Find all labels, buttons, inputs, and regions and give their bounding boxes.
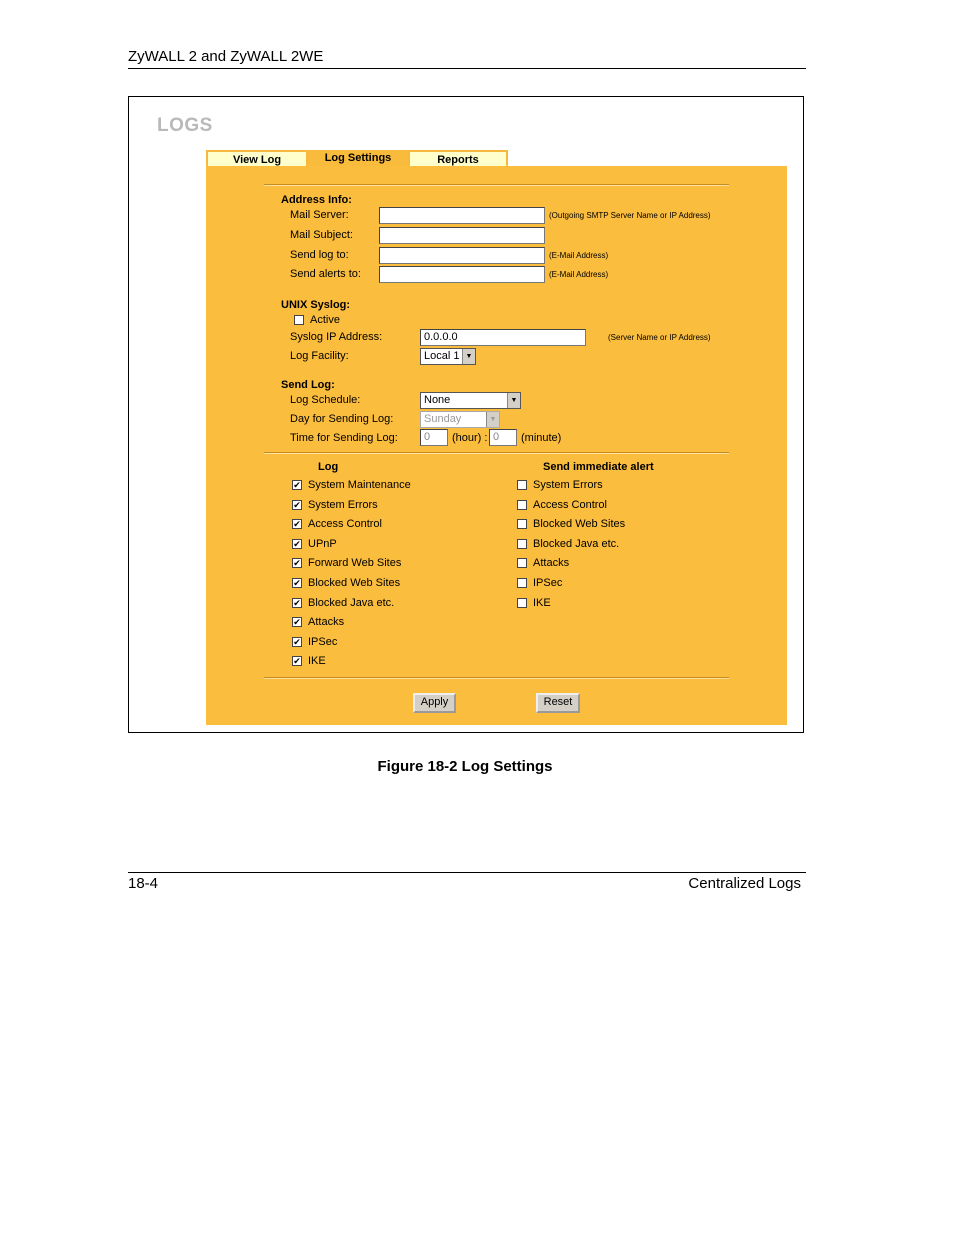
log-category-label: System Maintenance [308,479,411,491]
mail-server-input[interactable] [379,207,545,224]
day-for-sending-value: Sunday [424,413,462,425]
document-header: ZyWALL 2 and ZyWALL 2WE [128,48,324,65]
tab-reports[interactable]: Reports [408,150,508,166]
footer-rule [128,872,806,873]
alert-category-checkbox[interactable] [517,500,527,510]
alert-category-label: IPSec [533,577,563,589]
send-alerts-label: Send alerts to: [290,268,361,280]
checkmark-icon: ✔ [293,558,301,569]
log-category-label: Blocked Java etc. [308,596,395,609]
syslog-ip-note: (Server Name or IP Address) [608,333,711,342]
chevron-down-icon[interactable]: ▼ [486,412,499,427]
figure-caption: Figure 18-2 Log Settings [377,758,553,775]
alert-category-checkbox[interactable] [517,539,527,549]
footer-chapter-title: Centralized Logs [688,875,801,892]
log-category-checkbox[interactable] [292,656,302,666]
log-category-checkbox[interactable] [292,578,302,588]
mail-server-label: Mail Server: [290,209,349,221]
log-facility-select[interactable] [420,348,476,365]
syslog-ip-label: Syslog IP Address: [290,331,383,343]
syslog-active-checkbox[interactable] [294,315,304,325]
divider [264,677,729,679]
alert-category-label: Access Control [533,498,607,511]
unix-syslog-heading: UNIX Syslog: [281,299,351,311]
log-category-label: Attacks [308,616,345,629]
alert-category-label: IKE [533,596,551,609]
log-category-label: IPSec [308,635,338,648]
alert-category-checkbox[interactable] [517,558,527,568]
log-column-heading: Log [318,461,339,473]
checkmark-icon: ✔ [293,578,301,588]
send-alerts-input[interactable] [379,266,545,283]
syslog-ip-input[interactable]: 0.0.0.0 [420,329,586,346]
log-category-label: Access Control [308,518,382,531]
time-for-sending-label: Time for Sending Log: [290,432,398,444]
log-schedule-label: Log Schedule: [290,394,361,406]
checkmark-icon: ✔ [293,538,301,549]
chevron-down-icon[interactable]: ▼ [462,349,475,364]
log-category-checkbox[interactable] [292,617,302,627]
log-category-label: UPnP [308,537,337,550]
alert-category-checkbox[interactable] [517,598,527,608]
log-category-checkbox[interactable] [292,598,302,608]
log-facility-value: Local 1 [424,350,460,362]
log-category-label: Blocked Web Sites [308,577,401,589]
log-category-checkbox[interactable] [292,519,302,529]
checkmark-icon: ✔ [293,617,301,628]
alert-category-label: Blocked Web Sites [533,518,626,531]
log-category-checkbox[interactable] [292,637,302,647]
mail-subject-input[interactable] [379,227,545,244]
send-alerts-note: (E-Mail Address) [549,270,609,279]
day-for-sending-select[interactable] [420,411,500,428]
log-category-checkbox[interactable] [292,480,302,490]
checkmark-icon: ✔ [293,656,301,667]
mail-server-note: (Outgoing SMTP Server Name or IP Address) [549,211,711,220]
alert-category-checkbox[interactable] [517,578,527,588]
send-log-heading: Send Log: [281,379,335,391]
reset-button[interactable]: Reset [536,693,580,713]
log-category-checkbox[interactable] [292,539,302,549]
log-category-label: Forward Web Sites [308,557,402,570]
alert-category-checkbox[interactable] [517,519,527,529]
log-category-checkbox[interactable] [292,558,302,568]
minute-input[interactable]: 0 [489,429,517,446]
alert-category-label: Attacks [533,557,570,570]
send-log-note: (E-Mail Address) [549,251,609,260]
tab-log-settings[interactable]: Log Settings [308,150,408,166]
divider [264,184,729,186]
checkmark-icon: ✔ [293,480,301,490]
hour-input[interactable]: 0 [420,429,448,446]
log-category-checkbox[interactable] [292,500,302,510]
hour-label: (hour) : [452,432,488,444]
page-title: LOGS [157,115,213,136]
mail-subject-label: Mail Subject: [290,229,353,241]
checkmark-icon: ✔ [293,519,301,530]
alert-category-label: Blocked Java etc. [533,537,620,550]
day-for-sending-label: Day for Sending Log: [290,413,394,425]
alert-column-heading: Send immediate alert [543,461,654,473]
minute-label: (minute) [521,432,562,444]
checkmark-icon: ✔ [293,636,301,647]
send-log-input[interactable] [379,247,545,264]
tab-view-log[interactable]: View Log [206,150,308,166]
divider [264,452,729,454]
address-info-heading: Address Info: [281,194,352,206]
log-schedule-value: None [424,394,451,406]
checkmark-icon: ✔ [293,499,301,510]
chevron-down-icon[interactable]: ▼ [507,393,520,408]
syslog-active-label: Active [310,314,340,326]
log-category-label: IKE [308,655,326,668]
alert-category-label: System Errors [533,479,603,491]
footer-page-number: 18-4 [128,875,159,892]
header-rule [128,68,806,69]
log-settings-panel [206,166,787,725]
log-schedule-select[interactable] [420,392,521,409]
apply-button[interactable]: Apply [413,693,456,713]
log-facility-label: Log Facility: [290,350,349,362]
checkmark-icon: ✔ [293,597,301,608]
send-log-label: Send log to: [290,249,349,261]
log-category-label: System Errors [308,498,378,511]
alert-category-checkbox[interactable] [517,480,527,490]
